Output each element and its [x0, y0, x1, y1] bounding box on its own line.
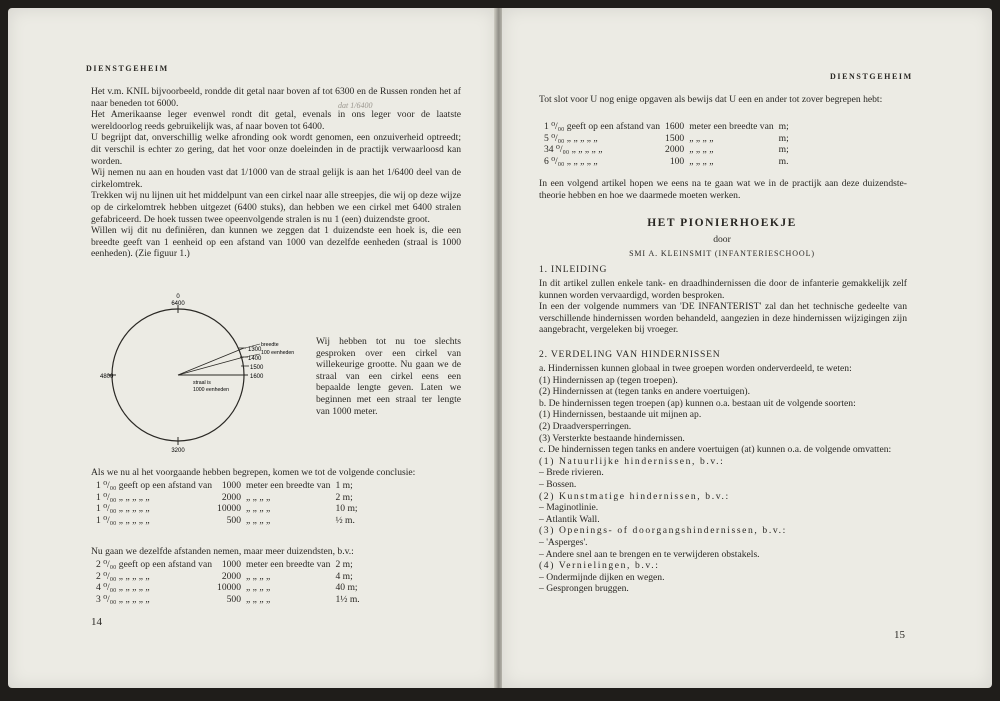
- article-byline: SMI A. KLEINSMIT (INFANTERIESCHOOL): [629, 249, 815, 258]
- fig-label-breedte: breedte: [261, 342, 279, 348]
- table-cell: 40 m;: [335, 582, 358, 594]
- section-line: (1) Natuurlijke hindernissen, b.v.:: [539, 455, 725, 467]
- section-line: – Bossen.: [539, 478, 577, 490]
- left-body-text: [91, 86, 461, 260]
- table-cell: meter een breedte van: [689, 121, 774, 132]
- table-cell: 2 m;: [335, 491, 353, 503]
- table-row: [96, 480, 363, 492]
- fig-label-1600: 1600: [250, 374, 264, 380]
- table-cell: 1 ⁰/₀₀ „ „ „ „ „: [96, 503, 150, 515]
- section-line: a. Hindernissen kunnen globaal in twee groepen worden onderverdeeld, te weten:: [539, 363, 852, 374]
- fig-label-1500: 1500: [250, 365, 264, 371]
- table-cell: 5 ⁰/₀₀ „ „ „ „ „: [544, 132, 598, 144]
- table-cell: 1 ⁰/₀₀ geeft op een afstand van: [96, 480, 213, 491]
- section-line: (2) Draadversperringen.: [539, 420, 632, 432]
- paragraph: In dit artikel zullen enkele tank- en draadhindernissen die door de infanterie gemakkelijk zelf kunnen worden vervaardigd, worden besproken.: [539, 278, 907, 301]
- table-cell: 4 ⁰/₀₀ „ „ „ „ „: [96, 582, 150, 594]
- section-line: (3) Versterkte bestaande hindernissen.: [539, 432, 685, 444]
- table-row: [96, 492, 363, 504]
- section-line: c. De hindernissen tegen tanks en andere voertuigen (at) kunnen o.a. de volgende omvatten:: [539, 444, 892, 456]
- section-line: – Gesprongen bruggen.: [539, 583, 629, 595]
- table-row: [544, 144, 794, 156]
- section-1-body: [539, 278, 907, 336]
- exercises-table: [544, 121, 794, 167]
- section-line: (4) Vernielingen, b.v.:: [539, 560, 660, 572]
- table-cell: 3 ⁰/₀₀ „ „ „ „ „: [96, 593, 150, 605]
- table-cell: „ „ „ „: [246, 503, 271, 515]
- table-cell: „ „ „ „: [246, 593, 271, 605]
- section-line: (2) Kunstmatige hindernissen, b.v.:: [539, 490, 730, 502]
- table-cell: m;: [778, 121, 789, 132]
- section-2-body: [539, 363, 907, 595]
- table-cell: m;: [778, 144, 789, 156]
- circle-figure: [98, 290, 328, 455]
- table-cell: ½ m.: [335, 514, 355, 526]
- table-cell: meter een breedte van: [246, 559, 331, 570]
- second-intro: Nu gaan we dezelfde afstanden nemen, maar meer duizendsten, b.v.:: [91, 546, 354, 557]
- table-cell: m;: [778, 132, 789, 144]
- section-heading-2: 2. VERDELING VAN HINDERNISSEN: [539, 349, 721, 360]
- table-cell: 34 ⁰/₀₀ „ „ „ „ „: [544, 144, 603, 156]
- section-line: – Ondermijnde dijken en wegen.: [539, 571, 665, 583]
- table-row: [96, 559, 365, 571]
- table-cell: „ „ „ „: [689, 144, 714, 156]
- section-line: – Atlantik Wall.: [539, 513, 600, 525]
- table-cell: 2000: [221, 570, 242, 582]
- pencil-note: dat 1/6400: [338, 101, 373, 110]
- paragraph: In een der volgende nummers van 'DE INFANTERIST' zal dan het technische gedeelte van verschillende hindernissen worden behandeld, aangezien in deze hindernissen wijzigingen zijn aangebracht, vergeleken bij vroeger.: [539, 301, 907, 336]
- fig-label-4800: 4800: [100, 374, 114, 380]
- section-line: (1) Hindernissen, bestaande uit mijnen ap.: [539, 409, 702, 421]
- fig-label-breedte-units: 100 eenheden: [261, 350, 295, 356]
- table-cell: 1 m;: [335, 480, 353, 491]
- table-cell: 10000: [217, 503, 242, 515]
- table-cell: 1500: [665, 132, 685, 144]
- section-line: – Maginotlinie.: [539, 502, 599, 514]
- table-cell: m.: [778, 155, 789, 167]
- table-cell: „ „ „ „: [246, 570, 271, 582]
- table-cell: „ „ „ „: [689, 155, 714, 167]
- right-page: [502, 8, 992, 688]
- section-line: (2) Hindernissen at (tegen tanks en andere voertuigen).: [539, 386, 750, 398]
- fig-label-3200: 3200: [171, 448, 185, 454]
- paragraph: Trekken wij nu lijnen uit het middelpunt van een cirkel naar alle streepjes, die wij op deze wijze op de cirkelomtrek hebben uitgezet (6400 stuks), dan hebben we een cirkel met 6400 stralen gefabriceerd. De hoek tussen twee opeenvolgende stralen is nu 1 (een) duizendste groot.: [91, 190, 461, 225]
- table-cell: „ „ „ „: [689, 132, 714, 144]
- section-line: (1) Hindernissen ap (tegen troepen).: [539, 374, 678, 386]
- article-door: door: [713, 234, 731, 245]
- table-row: [96, 571, 365, 583]
- paragraph: U begrijpt dat, onverschillig welke afronding ook wordt genomen, een onzuiverheid optreedt; dit verschil is echter zo gering, dat het voor onze doeleinden in de practijk verwaarloosd kan worden.: [91, 132, 461, 167]
- table-row: [96, 515, 363, 527]
- fig-label-straal: straal is: [193, 380, 211, 386]
- table-cell: 2 ⁰/₀₀ „ „ „ „ „: [96, 570, 150, 582]
- section-line: – 'Asperges'.: [539, 536, 588, 548]
- table-cell: 6 ⁰/₀₀ „ „ „ „ „: [544, 155, 598, 167]
- fig-label-1300: 1300: [248, 347, 262, 353]
- table-cell: „ „ „ „: [246, 514, 271, 526]
- table-row: [544, 156, 794, 168]
- paragraph: Het Amerikaanse leger evenwel rondt dit getal, evenals in ons leger voor de laatste wereldoorlog reeds gebruikelijk was, af naar boven tot 6400.: [91, 109, 461, 132]
- exercises-outro: In een volgend artikel hopen we eens na te gaan wat we in de practijk aan deze duizendste-theorie hebben en hoe we daarmede moeten werken.: [539, 178, 907, 201]
- conclusion-intro: Als we nu al het voorgaande hebben begrepen, komen we tot de volgende conclusie:: [91, 467, 416, 478]
- table-cell: 2 ⁰/₀₀ geeft op een afstand van: [96, 559, 213, 570]
- table-row: [96, 582, 365, 594]
- section-line: – Andere snel aan te brengen en te verwijderen obstakels.: [539, 548, 760, 560]
- table-cell: 500: [226, 593, 242, 605]
- page-number-right: 15: [894, 629, 905, 641]
- table-cell: „ „ „ „: [246, 491, 271, 503]
- table-cell: 1 ⁰/₀₀ geeft op een afstand van: [544, 121, 661, 132]
- table-cell: 1000: [221, 480, 242, 491]
- fig-label-0: 0: [176, 294, 180, 300]
- table-cell: 2000: [221, 491, 242, 503]
- section-heading-1: 1. INLEIDING: [539, 264, 608, 275]
- table-row: [544, 121, 794, 133]
- table-cell: 1 ⁰/₀₀ „ „ „ „ „: [96, 491, 150, 503]
- section-line: b. De hindernissen tegen troepen (ap) kunnen o.a. bestaan uit de volgende soorten:: [539, 397, 856, 409]
- table-cell: „ „ „ „: [246, 582, 271, 594]
- table-cell: 500: [226, 514, 242, 526]
- left-page: [8, 8, 496, 688]
- section-line: – Brede rivieren.: [539, 467, 604, 479]
- table-cell: 10000: [217, 582, 242, 594]
- fig-label-6400: 6400: [171, 301, 185, 307]
- section-line: (3) Openings- of doorgangshindernissen, b.v.:: [539, 525, 787, 537]
- paragraph: Willen wij dit nu definiëren, dan kunnen we zeggen dat 1 duizendste een hoek is, die een breedte geeft van 1 eenheid op een afstand van 1000 van dezelfde eenheden (straal is 1000 eenheden). (Zie figuur 1.): [91, 225, 461, 260]
- table-row: [96, 503, 363, 515]
- article-title: HET PIONIERHOEKJE: [647, 217, 797, 229]
- table-cell: 1600: [665, 121, 685, 132]
- table-cell: 10 m;: [335, 503, 358, 515]
- table-cell: meter een breedte van: [246, 480, 331, 491]
- fig-label-1400: 1400: [248, 356, 262, 362]
- table-cell: 1½ m.: [335, 593, 360, 605]
- table-cell: 1000: [221, 559, 242, 570]
- paragraph: Wij nemen nu aan en houden vast dat 1/1000 van de straal gelijk is aan het 1/6400 deel van de cirkelomtrek.: [91, 167, 461, 190]
- table-row: [96, 594, 365, 606]
- page-number-left: 14: [91, 616, 102, 628]
- figure-side-text: Wij hebben tot nu toe slechts gesproken over een cirkel van willekeurige grootte. Nu gaan we de straal van een cirkel eens een bepaalde lengte geven. Laten we beginnen met een straal ter lengte van 1000 meter.: [316, 336, 461, 417]
- running-head-left: DIENSTGEHEIM: [86, 64, 169, 73]
- exercises-intro: Tot slot voor U nog enige opgaven als bewijs dat U een en ander tot zover begrepen hebt:: [539, 94, 883, 105]
- table-row: [544, 133, 794, 145]
- values-table-1: [96, 480, 363, 526]
- values-table-2: [96, 559, 365, 605]
- paragraph: Het v.m. KNIL bijvoorbeeld, rondde dit getal naar boven af tot 6300 en de Russen ronden het af naar beneden tot 6000.: [91, 86, 461, 109]
- table-cell: 4 m;: [335, 570, 353, 582]
- running-head-right: DIENSTGEHEIM: [830, 72, 913, 81]
- table-cell: 100: [669, 155, 685, 167]
- fig-label-straal-units: 1000 eenheden: [193, 387, 230, 393]
- table-cell: 1 ⁰/₀₀ „ „ „ „ „: [96, 514, 150, 526]
- table-cell: 2 m;: [335, 559, 353, 570]
- table-cell: 2000: [665, 144, 685, 156]
